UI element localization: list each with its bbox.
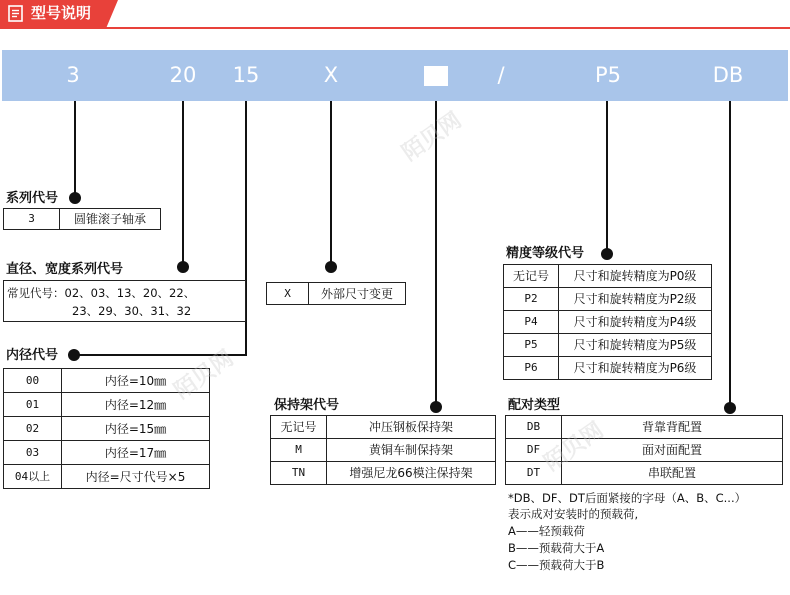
precision-desc: 尺寸和旋转精度为P5级 (559, 334, 712, 357)
connector-cage (435, 101, 437, 407)
pairing-title: 配对类型 (508, 398, 561, 413)
table-row (4, 465, 210, 489)
cage-code: TN (271, 462, 327, 485)
code-dia-width: 20 (169, 63, 197, 87)
code-precision: P5 (594, 63, 622, 87)
bore-title: 内径代号 (6, 348, 59, 363)
pairing-note-5: C——预载荷大于B (508, 558, 605, 572)
bore-desc: 内径=10㎜ (62, 369, 210, 393)
precision-desc: 尺寸和旋转精度为P4级 (559, 311, 712, 334)
code-series: 3 (66, 63, 80, 87)
table-row (504, 265, 712, 288)
connector-series (74, 101, 76, 198)
bore-table (3, 368, 210, 489)
bore-desc: 内径=15㎜ (62, 417, 210, 441)
cage-title: 保持架代号 (274, 398, 340, 413)
table-row (504, 288, 712, 311)
table-row (4, 393, 210, 417)
cage-table (270, 415, 496, 485)
cage-code: 无记号 (271, 416, 327, 439)
series-table (3, 208, 161, 230)
bore-code: 04以上 (4, 465, 62, 489)
precision-code: P4 (504, 311, 559, 334)
connector-dot-series (69, 192, 81, 204)
pairing-note-3: A——轻预载荷 (508, 524, 585, 538)
connector-pairing (729, 101, 731, 408)
table-row (506, 439, 783, 462)
precision-code: P5 (504, 334, 559, 357)
watermark: 陌贝网 (397, 107, 467, 167)
header-underline (0, 27, 790, 29)
precision-desc: 尺寸和旋转精度为P6级 (559, 357, 712, 380)
table-row (4, 417, 210, 441)
table-row (504, 334, 712, 357)
code-size-change: X (323, 63, 339, 87)
connector-dot-dia-width (177, 261, 189, 273)
bore-code: 00 (4, 369, 62, 393)
connector-dot-cage (430, 401, 442, 413)
precision-desc: 尺寸和旋转精度为P0级 (559, 265, 712, 288)
dia-width-line1: 常见代号：02、03、13、20、22、 (7, 286, 196, 300)
table-row (271, 416, 496, 439)
bore-code: 02 (4, 417, 62, 441)
table-row (506, 462, 783, 485)
table-row (504, 357, 712, 380)
document-icon (8, 5, 23, 22)
pairing-note-2: 表示成对安装时的预载荷, (508, 507, 639, 521)
precision-code: 无记号 (504, 265, 559, 288)
connector-bore-h (72, 354, 247, 356)
page-title: 型号说明 (31, 4, 92, 22)
table-row (271, 439, 496, 462)
dia-width-box (3, 280, 246, 322)
size-change-table (266, 282, 406, 305)
watermark: 陌贝网 (169, 345, 239, 405)
precision-code: P2 (504, 288, 559, 311)
code-pairing: DB (712, 63, 744, 87)
pairing-code: DB (506, 416, 562, 439)
series-desc: 圆锥滚子轴承 (60, 209, 161, 230)
connector-dot-size-change (325, 261, 337, 273)
pairing-table (505, 415, 783, 485)
precision-desc: 尺寸和旋转精度为P2级 (559, 288, 712, 311)
bore-desc: 内径=尺寸代号×5 (62, 465, 210, 489)
bore-desc: 内径=17㎜ (62, 441, 210, 465)
precision-table (503, 264, 712, 380)
table-row (4, 369, 210, 393)
size-change-desc: 外部尺寸变更 (309, 283, 406, 305)
pairing-code: DF (506, 439, 562, 462)
precision-code: P6 (504, 357, 559, 380)
cage-desc: 增强尼龙66模注保持架 (327, 462, 496, 485)
table-row (504, 311, 712, 334)
cage-desc: 黄铜车制保持架 (327, 439, 496, 462)
bore-code: 03 (4, 441, 62, 465)
precision-title: 精度等级代号 (506, 246, 585, 261)
cage-code: M (271, 439, 327, 462)
model-code-bar (2, 50, 788, 101)
connector-size-change (330, 101, 332, 267)
table-row (506, 416, 783, 439)
pairing-note-1: *DB、DF、DT后面紧接的字母（A、B、C...） (508, 491, 747, 505)
bore-code: 01 (4, 393, 62, 417)
pairing-desc: 串联配置 (562, 462, 783, 485)
watermark: 陌贝网 (539, 417, 609, 477)
connector-precision (606, 101, 608, 254)
series-code: 3 (4, 209, 60, 230)
size-change-code: X (267, 283, 309, 305)
series-title: 系列代号 (6, 191, 59, 206)
connector-dot-precision (601, 248, 613, 260)
code-separator: / (497, 63, 505, 87)
dia-width-line2: 23、29、30、31、32 (72, 304, 192, 318)
connector-dot-pairing (724, 402, 736, 414)
code-bore: 15 (232, 63, 260, 87)
pairing-desc: 面对面配置 (562, 439, 783, 462)
cage-desc: 冲压钢板保持架 (327, 416, 496, 439)
connector-dia-width (182, 101, 184, 267)
bore-desc: 内径=12㎜ (62, 393, 210, 417)
connector-dot-bore (68, 349, 80, 361)
table-row (4, 441, 210, 465)
pairing-desc: 背靠背配置 (562, 416, 783, 439)
pairing-code: DT (506, 462, 562, 485)
code-cage-placeholder (424, 66, 448, 86)
pairing-note-4: B——预载荷大于A (508, 541, 605, 555)
table-row (271, 462, 496, 485)
dia-width-title: 直径、宽度系列代号 (6, 262, 124, 277)
